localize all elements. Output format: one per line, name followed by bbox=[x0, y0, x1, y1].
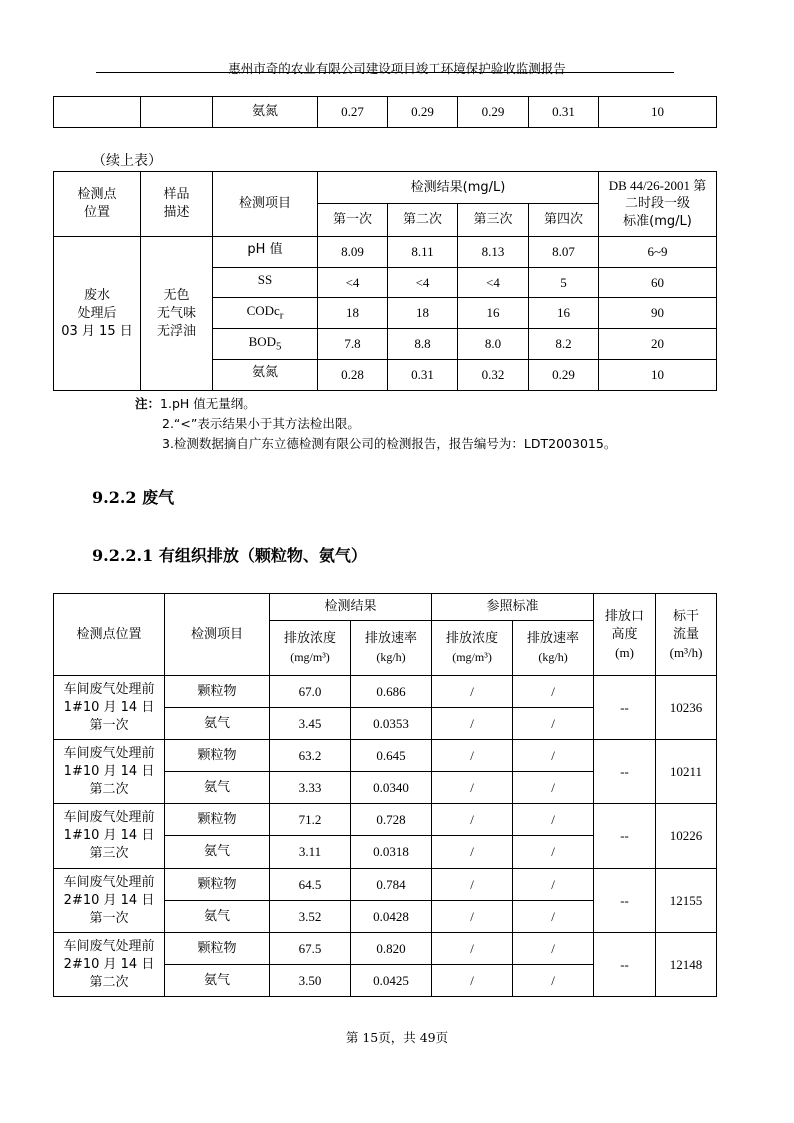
header-flow: 标干 流量 (m³/h) bbox=[656, 594, 717, 676]
flow-cell: 10211 bbox=[656, 740, 717, 804]
rate-cell: 0.0318 bbox=[351, 836, 432, 869]
notes-label: 注： bbox=[135, 396, 161, 411]
value-cell: 8.07 bbox=[529, 237, 599, 268]
item-cell: 颗粒物 bbox=[165, 804, 270, 836]
ref-rate-cell: / bbox=[513, 965, 594, 997]
item-cell: 氨气 bbox=[165, 772, 270, 804]
value-cell: 0.27 bbox=[318, 97, 388, 128]
point-cell: 车间废气处理前 1#10 月 14 日 第三次 bbox=[54, 804, 165, 869]
header-rate: 排放速率 (kg/h) bbox=[351, 621, 432, 676]
ref-conc-cell: / bbox=[432, 836, 513, 869]
ref-conc-cell: / bbox=[432, 708, 513, 740]
value-cell: 0.29 bbox=[458, 97, 529, 128]
flow-cell: 10226 bbox=[656, 804, 717, 869]
item-cell: 氨气 bbox=[165, 708, 270, 740]
value-cell: 0.28 bbox=[318, 360, 388, 391]
value-cell: 0.29 bbox=[529, 360, 599, 391]
item-cell: SS bbox=[213, 268, 318, 298]
page-header-title: 惠州市奇的农业有限公司建设项目竣工环境保护验收监测报告 bbox=[228, 61, 566, 76]
conc-cell: 3.45 bbox=[270, 708, 351, 740]
header-sample: 样品 描述 bbox=[141, 172, 213, 237]
ref-rate-cell: / bbox=[513, 804, 594, 836]
exhaust-gas-table bbox=[53, 593, 717, 997]
rate-cell: 0.0353 bbox=[351, 708, 432, 740]
item-cell: pH 值 bbox=[213, 237, 318, 268]
ref-conc-cell: / bbox=[432, 804, 513, 836]
header-second: 第二次 bbox=[388, 204, 458, 237]
conc-cell: 3.33 bbox=[270, 772, 351, 804]
conc-cell: 67.0 bbox=[270, 676, 351, 708]
header-item: 检测项目 bbox=[213, 172, 318, 237]
header-ref-rate: 排放速率 (kg/h) bbox=[513, 621, 594, 676]
point-cell: 车间废气处理前 2#10 月 14 日 第二次 bbox=[54, 933, 165, 997]
rate-cell: 0.686 bbox=[351, 676, 432, 708]
item-cell: 颗粒物 bbox=[165, 676, 270, 708]
value-cell: 7.8 bbox=[318, 329, 388, 360]
page-footer: 第 15页，共 49页 bbox=[345, 1030, 449, 1045]
ref-conc-cell: / bbox=[432, 965, 513, 997]
value-cell: <4 bbox=[388, 268, 458, 298]
conc-cell: 71.2 bbox=[270, 804, 351, 836]
value-cell: 8.09 bbox=[318, 237, 388, 268]
header-third: 第三次 bbox=[458, 204, 529, 237]
value-cell: 8.0 bbox=[458, 329, 529, 360]
header-results: 检测结果 bbox=[270, 594, 432, 621]
value-cell: 8.13 bbox=[458, 237, 529, 268]
point-cell: 车间废气处理前 1#10 月 14 日 第一次 bbox=[54, 676, 165, 740]
header-fourth: 第四次 bbox=[529, 204, 599, 237]
value-cell: 8.2 bbox=[529, 329, 599, 360]
sample-cell: 无色 无气味 无浮油 bbox=[141, 237, 213, 391]
point-cell: 车间废气处理前 2#10 月 14 日 第一次 bbox=[54, 869, 165, 933]
conc-cell: 3.52 bbox=[270, 901, 351, 933]
continued-row-table bbox=[53, 96, 717, 128]
ref-conc-cell: / bbox=[432, 740, 513, 772]
note-2: 2.“<”表示结果小于其方法检出限。 bbox=[162, 416, 360, 431]
standard-cell: 90 bbox=[599, 298, 717, 329]
header-point: 检测点 位置 bbox=[54, 172, 141, 237]
ref-rate-cell: / bbox=[513, 901, 594, 933]
ref-rate-cell: / bbox=[513, 869, 594, 901]
rate-cell: 0.645 bbox=[351, 740, 432, 772]
standard-cell: 10 bbox=[599, 97, 717, 128]
height-cell: -- bbox=[594, 869, 656, 933]
conc-cell: 64.5 bbox=[270, 869, 351, 901]
standard-cell: 6~9 bbox=[599, 237, 717, 268]
ref-rate-cell: / bbox=[513, 933, 594, 965]
item-cell: 氨气 bbox=[165, 901, 270, 933]
conc-cell: 3.50 bbox=[270, 965, 351, 997]
header-reference: 参照标准 bbox=[432, 594, 594, 621]
header-conc: 排放浓度 (mg/m³) bbox=[270, 621, 351, 676]
ref-conc-cell: / bbox=[432, 933, 513, 965]
ref-rate-cell: / bbox=[513, 772, 594, 804]
value-cell: 8.8 bbox=[388, 329, 458, 360]
ref-rate-cell: / bbox=[513, 740, 594, 772]
flow-cell: 12155 bbox=[656, 869, 717, 933]
item-cell: 氨氮 bbox=[213, 97, 318, 128]
ref-conc-cell: / bbox=[432, 772, 513, 804]
section-heading-9221: 9.2.2.1 有组织排放（颗粒物、氨气） bbox=[92, 546, 367, 565]
section-heading-922: 9.2.2 废气 bbox=[92, 488, 175, 507]
rate-cell: 0.0428 bbox=[351, 901, 432, 933]
item-cell: $BOD_5$ bbox=[213, 329, 318, 360]
standard-cell: 10 bbox=[599, 360, 717, 391]
item-cell: 氨氮 bbox=[213, 360, 318, 391]
value-cell: 5 bbox=[529, 268, 599, 298]
item-cell: CODc$_r$ bbox=[213, 298, 318, 329]
empty-cell bbox=[141, 97, 213, 128]
point-cell: 车间废气处理前 1#10 月 14 日 第二次 bbox=[54, 740, 165, 804]
height-cell: -- bbox=[594, 933, 656, 997]
item-cell: 颗粒物 bbox=[165, 869, 270, 901]
value-cell: 16 bbox=[458, 298, 529, 329]
header-results: 检测结果(mg/L) bbox=[318, 172, 599, 204]
rate-cell: 0.728 bbox=[351, 804, 432, 836]
height-cell: -- bbox=[594, 804, 656, 869]
rate-cell: 0.784 bbox=[351, 869, 432, 901]
header-rule bbox=[96, 72, 674, 73]
standard-cell: 20 bbox=[599, 329, 717, 360]
item-cell: 氨气 bbox=[165, 965, 270, 997]
conc-cell: 63.2 bbox=[270, 740, 351, 772]
conc-cell: 67.5 bbox=[270, 933, 351, 965]
conc-cell: 3.11 bbox=[270, 836, 351, 869]
header-ref-conc: 排放浓度 (mg/m³) bbox=[432, 621, 513, 676]
value-cell: 8.11 bbox=[388, 237, 458, 268]
value-cell: 18 bbox=[388, 298, 458, 329]
value-cell: 0.31 bbox=[529, 97, 599, 128]
header-point: 检测点位置 bbox=[54, 594, 165, 676]
table-caption: （续上表） bbox=[92, 153, 162, 169]
ref-rate-cell: / bbox=[513, 708, 594, 740]
flow-cell: 10236 bbox=[656, 676, 717, 740]
note-1: 1.pH 值无量纲。 bbox=[160, 396, 256, 411]
ref-rate-cell: / bbox=[513, 836, 594, 869]
rate-cell: 0.0340 bbox=[351, 772, 432, 804]
header-standard: DB 44/26-2001 第 二时段一级 标准(mg/L) bbox=[599, 172, 717, 237]
note-3: 3.检测数据摘自广东立德检测有限公司的检测报告，报告编号为：LDT2003015。 bbox=[162, 436, 617, 451]
rate-cell: 0.820 bbox=[351, 933, 432, 965]
flow-cell: 12148 bbox=[656, 933, 717, 997]
header-first: 第一次 bbox=[318, 204, 388, 237]
value-cell: <4 bbox=[458, 268, 529, 298]
value-cell: <4 bbox=[318, 268, 388, 298]
rate-cell: 0.0425 bbox=[351, 965, 432, 997]
table-notes bbox=[135, 394, 616, 454]
ref-conc-cell: / bbox=[432, 901, 513, 933]
value-cell: 0.29 bbox=[388, 97, 458, 128]
item-cell: 颗粒物 bbox=[165, 933, 270, 965]
point-cell: 废水 处理后 03 月 15 日 bbox=[54, 237, 141, 391]
value-cell: 0.31 bbox=[388, 360, 458, 391]
value-cell: 0.32 bbox=[458, 360, 529, 391]
value-cell: 18 bbox=[318, 298, 388, 329]
standard-cell: 60 bbox=[599, 268, 717, 298]
value-cell: 16 bbox=[529, 298, 599, 329]
ref-rate-cell: / bbox=[513, 676, 594, 708]
item-cell: 颗粒物 bbox=[165, 740, 270, 772]
wastewater-table bbox=[53, 171, 717, 391]
ref-conc-cell: / bbox=[432, 676, 513, 708]
height-cell: -- bbox=[594, 676, 656, 740]
height-cell: -- bbox=[594, 740, 656, 804]
ref-conc-cell: / bbox=[432, 869, 513, 901]
empty-cell bbox=[54, 97, 141, 128]
header-height: 排放口 高度 (m) bbox=[594, 594, 656, 676]
header-item: 检测项目 bbox=[165, 594, 270, 676]
item-cell: 氨气 bbox=[165, 836, 270, 869]
